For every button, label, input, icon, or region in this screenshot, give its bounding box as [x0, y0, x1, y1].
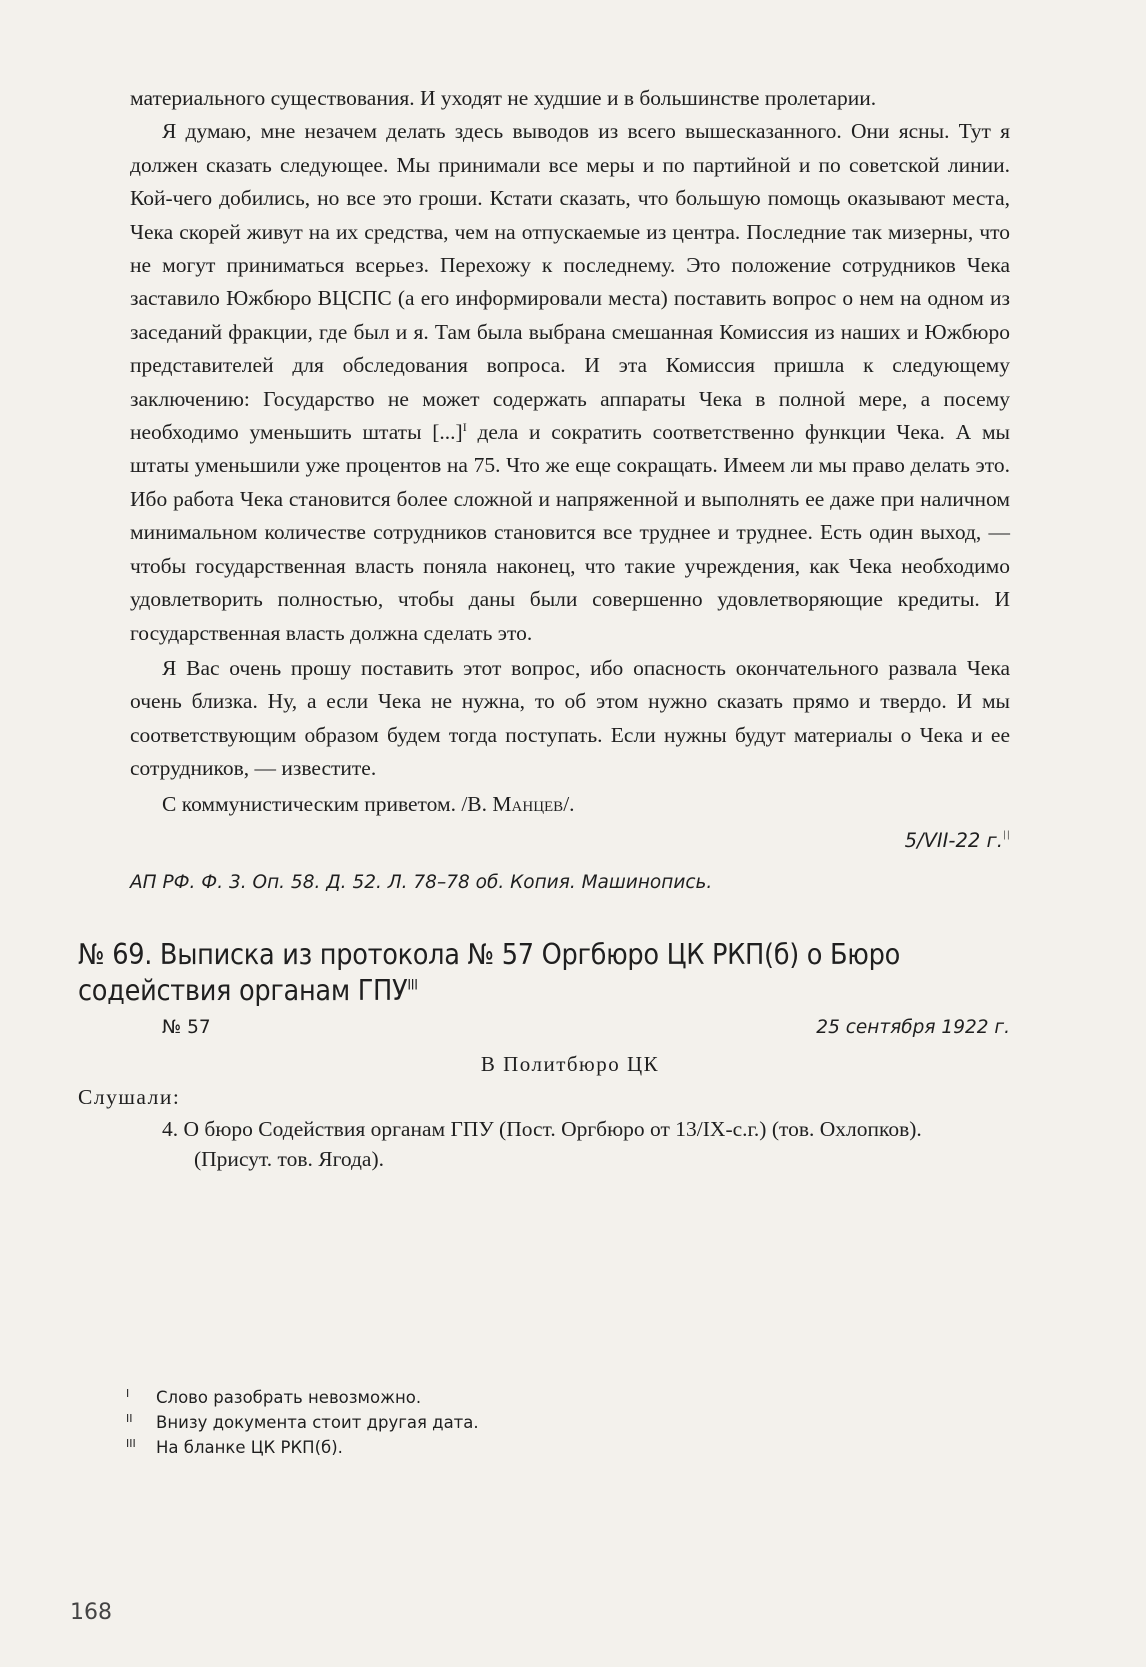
footnote-1 — [126, 1385, 1010, 1410]
signature — [130, 788, 1010, 821]
addressee: В Политбюро ЦК — [480, 1051, 660, 1076]
paragraph-3: Я Вас очень прошу поставить этот вопрос, ибо опасность окончательного развала Чека очень близка. Ну, а если Чека не нужна, то об этом нужно сказать прямо и твердо. И мы соответствующим образом будем тогда поступать. Если нужны будут материалы о Чека и ее сотрудников, — известите. — [130, 655, 1010, 781]
footnote-text: Слово разобрать невозможно. — [156, 1388, 422, 1407]
footnote-ref-3[interactable]: III — [407, 977, 418, 994]
document-heading-text: № 69. Выписка из протокола № 57 Оргбюро ЦК РКП(б) о Бюро содействия органам ГПУ — [78, 937, 900, 1007]
agenda-item-4: 4. О бюро Содействия органам ГПУ (Пост. Оргбюро от 13/IX-с.г.) (тов. Охлопков). — [162, 1116, 922, 1141]
protocol-number: № 57 — [162, 1016, 211, 1038]
footnote-mark: III — [126, 1437, 136, 1450]
letter-date-text: 5/VII-22 г. — [904, 828, 1003, 852]
paragraph-2-text: Я думаю, мне незачем делать здесь выводов из всего вышесказанного. Они ясны. Тут я должен сказать следующее. Мы принимали все меры и по партийной и по советской линии. Кой-чего добились, но все это гроши. Кстати сказать, что большую помощь оказывают места, Чека скорей живут на их средства, чем на отпускаемые из центра. Последние так мизерны, что не могут приниматься всерьез. Перехожу к последнему. Это положение сотрудников Чека заставило Южбюро ВЦСПС (а его информировали места) поставить вопрос о нем на одном из заседаний фракции, где был и я. Там была выбрана смешанная Комиссия из наших и Южбюро представителей для обследования вопроса. И эта Комиссия пришла к следующему заключению: Государство не может содержать аппараты Чека в полной мере, а посему необходимо уменьшить штаты [...] — [130, 119, 1010, 445]
footnote-mark: II — [126, 1412, 133, 1425]
signature-name: Манцев — [492, 791, 564, 816]
footnote-text: Внизу документа стоит другая дата. — [156, 1413, 479, 1432]
present-note: (Присут. тов. Ягода). — [194, 1146, 385, 1171]
footnote-2 — [126, 1410, 1010, 1435]
footnote-ref-2[interactable]: II — [1002, 828, 1010, 843]
paragraph-2 — [130, 115, 1010, 650]
heard-label: Слушали: — [78, 1084, 181, 1109]
paragraph-2-cont: дела и сократить соответственно функции Чека. А мы штаты уменьшили уже процентов на 75. Что же еще сокращать. Имеем ли мы право делать это. Ибо работа Чека становится более сложной и напряженной и выполнять ее даже при наличном минимальном количестве сотрудников становится все труднее и труднее. Есть один выход, — чтобы государственная власть поняла наконец, что такие учреждения, как Чека необходимо удовлетворить полностью, чтобы даны были совершенно удовлетворяющие кредиты. И государственная власть должна сделать это. — [130, 420, 1010, 645]
protocol-line — [130, 1017, 1010, 1038]
footnote-text: На бланке ЦК РКП(б). — [156, 1438, 343, 1457]
footnote-mark: I — [126, 1387, 130, 1400]
paragraph-1: материального существования. И уходят не худшие и в большинстве пролетарии. — [130, 86, 877, 110]
signature-prefix: С коммунистическим приветом. /В. — [162, 791, 493, 816]
protocol-date: 25 сентября 1922 г. — [816, 1016, 1010, 1038]
footnotes — [126, 1385, 1010, 1460]
footnote-3 — [126, 1435, 1010, 1460]
page-body — [78, 82, 1010, 1172]
document-heading — [78, 937, 1010, 1009]
archive-reference: АП РФ. Ф. 3. Оп. 58. Д. 52. Л. 78–78 об. Копия. Машинопись. — [130, 871, 713, 893]
page-number: 168 — [70, 1600, 112, 1625]
letter-date — [130, 829, 1010, 852]
footnote-ref-1[interactable]: I — [462, 419, 467, 434]
signature-suffix: /. — [563, 791, 575, 816]
